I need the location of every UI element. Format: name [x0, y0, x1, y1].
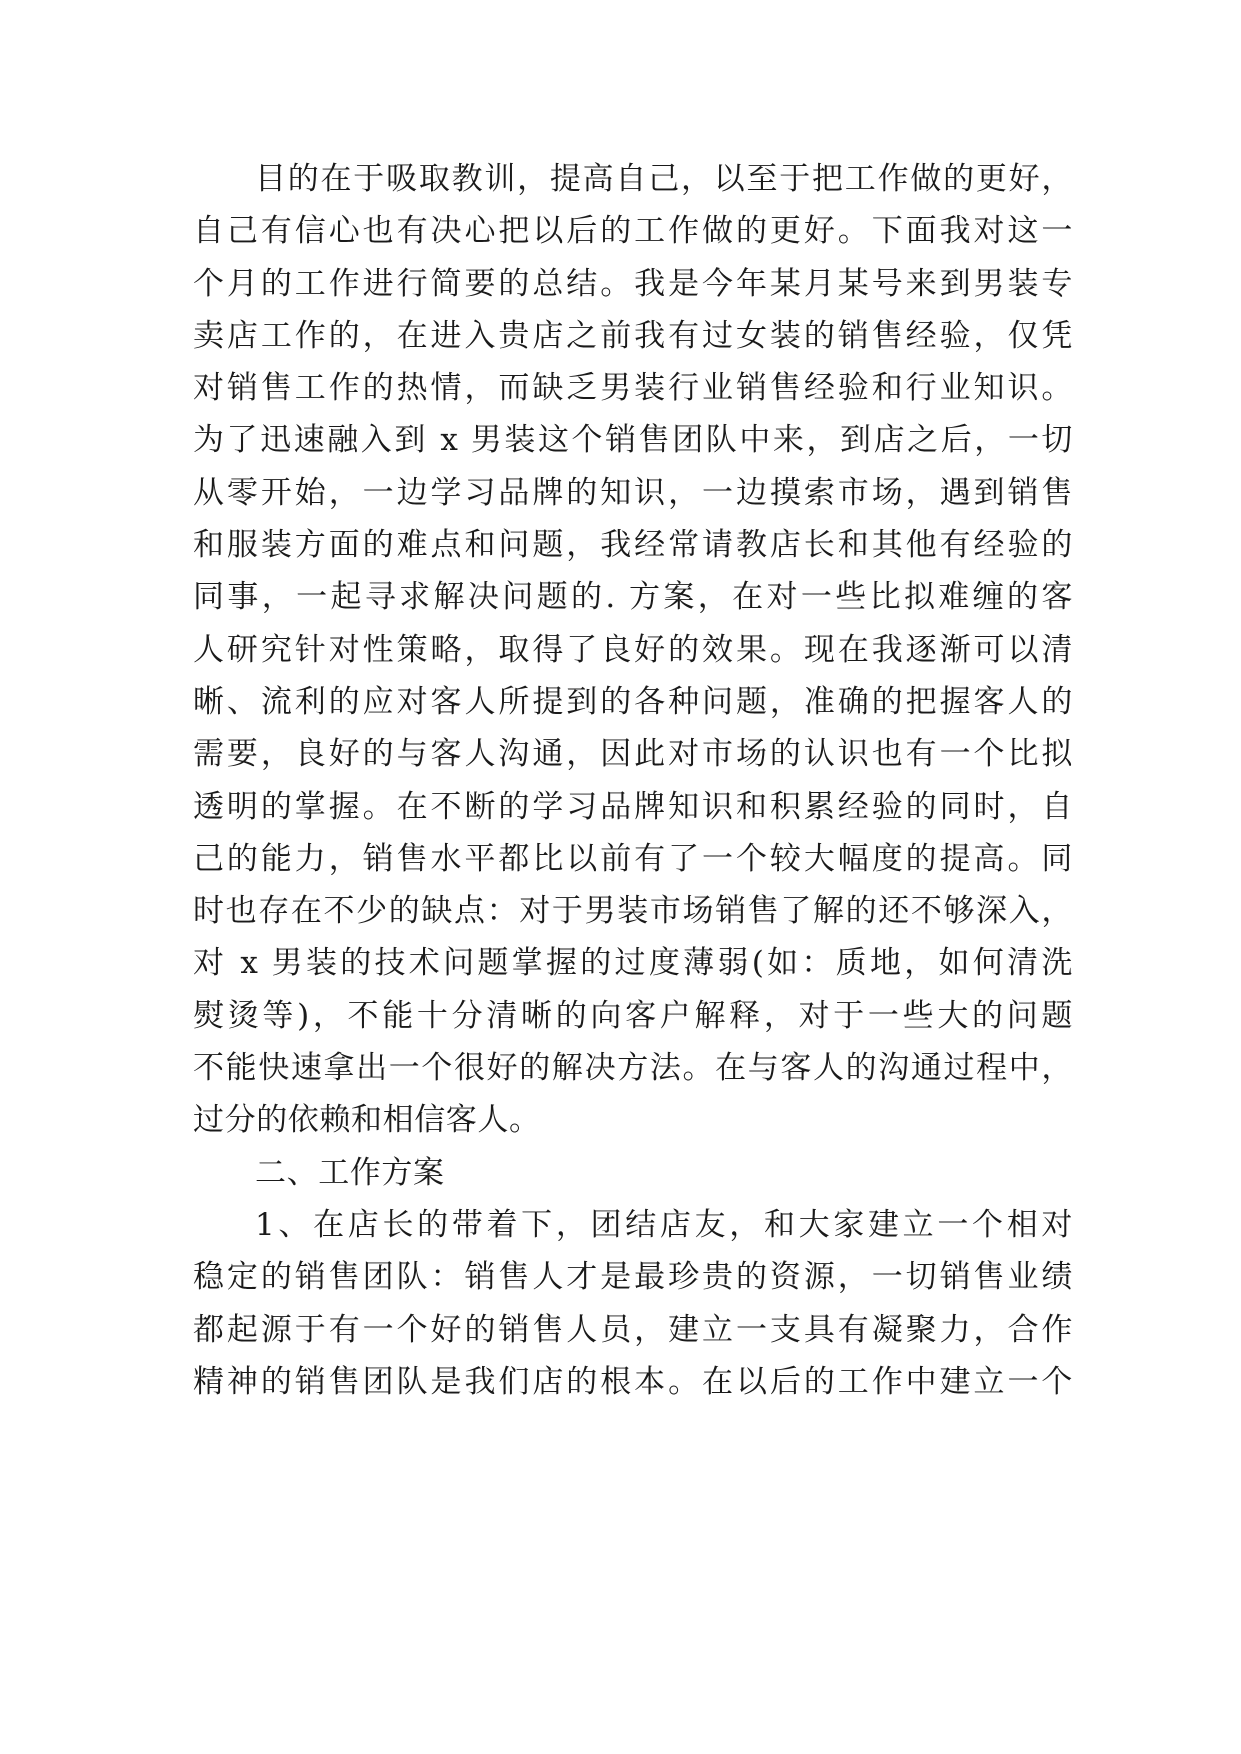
text-line: 对销售工作的热情，而缺乏男装行业销售经验和行业知识。 — [193, 370, 1073, 407]
text-line: 需要，良好的与客人沟通，因此对市场的认识也有一个比拟 — [193, 736, 1073, 773]
text-line: 透明的掌握。在不断的学习品牌知识和积累经验的同时，自 — [193, 788, 1073, 825]
text-line: 熨烫等)，不能十分清晰的向客户解释，对于一些大的问题 — [193, 997, 1073, 1034]
text-line: 过分的依赖和相信客人。 — [193, 1102, 541, 1139]
text-line: 自己有信心也有决心把以后的工作做的更好。下面我对这一 — [193, 213, 1073, 250]
text-line: 从零开始，一边学习品牌的知识，一边摸索市场，遇到销售 — [193, 474, 1073, 511]
text-line: 为了迅速融入到 x 男装这个销售团队中来，到店之后，一切 — [193, 422, 1073, 459]
text-line: 1、在店长的带着下，团结店友，和大家建立一个相对 — [255, 1206, 1073, 1243]
text-line: 和服装方面的难点和问题，我经常请教店长和其他有经验的 — [193, 527, 1073, 564]
text-line: 晰、流利的应对客人所提到的各种问题，准确的把握客人的 — [193, 683, 1073, 720]
text-line: 人研究针对性策略，取得了良好的效果。现在我逐渐可以清 — [193, 631, 1073, 668]
text-line: 同事，一起寻求解决问题的. 方案，在对一些比拟难缠的客 — [193, 579, 1073, 616]
text-line: 精神的销售团队是我们店的根本。在以后的工作中建立一个 — [193, 1363, 1073, 1400]
text-line: 都起源于有一个好的销售人员，建立一支具有凝聚力，合作 — [193, 1311, 1073, 1348]
text-line: 目的在于吸取教训，提高自己，以至于把工作做的更好， — [255, 161, 1073, 197]
text-line: 不能快速拿出一个很好的解决方法。在与客人的沟通过程中， — [193, 1050, 1073, 1087]
text-line: 稳定的销售团队：销售人才是最珍贵的资源，一切销售业绩 — [193, 1259, 1073, 1296]
text-line: 卖店工作的，在进入贵店之前我有过女装的销售经验，仅凭 — [193, 317, 1073, 354]
section-heading: 二、工作方案 — [255, 1154, 445, 1191]
document-body — [193, 153, 1073, 1408]
text-line: 对 x 男装的技术问题掌握的过度薄弱(如：质地，如何清洗 — [193, 945, 1073, 982]
text-line: 时也存在不少的缺点：对于男装市场销售了解的还不够深入， — [193, 893, 1073, 930]
text-line: 己的能力，销售水平都比以前有了一个较大幅度的提高。同 — [193, 840, 1073, 877]
text-line: 个月的工作进行简要的总结。我是今年某月某号来到男装专 — [193, 265, 1073, 302]
